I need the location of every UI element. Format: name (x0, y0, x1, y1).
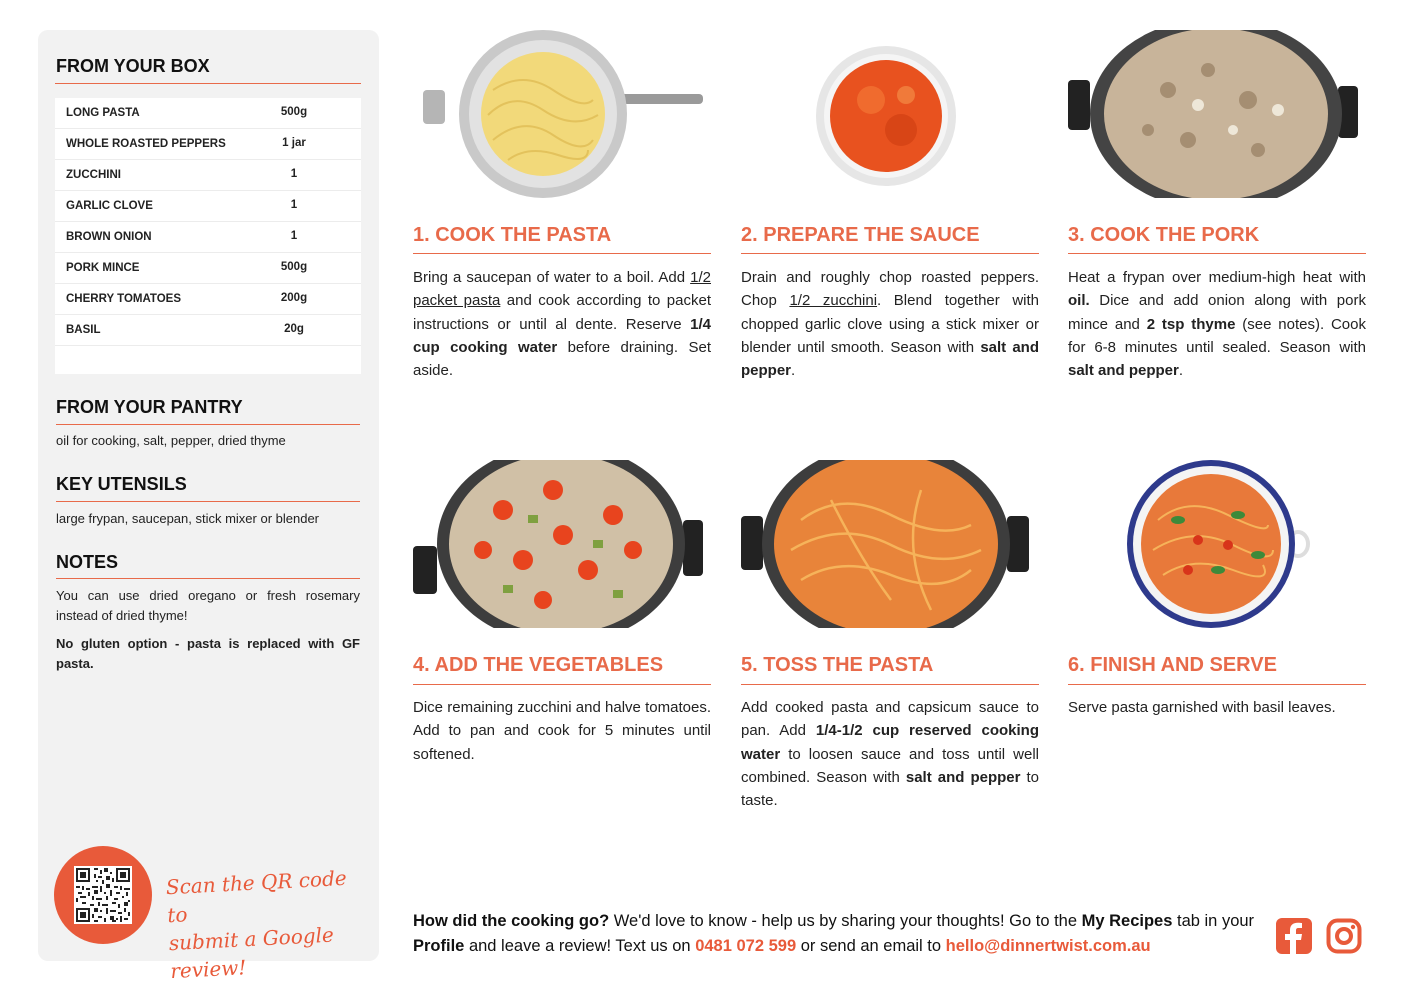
step-3-title: 3. COOK THE PORK (1068, 224, 1260, 246)
step-6-title: 6. FINISH AND SERVE (1068, 654, 1277, 676)
ingredient-qty: 1 (290, 199, 298, 211)
ingredient-qty: 1 jar (282, 137, 306, 149)
step-2-title: 2. PREPARE THE SAUCE (741, 224, 980, 246)
footer-text: tab in your (1172, 912, 1255, 930)
ingredient-qty: 500g (280, 106, 308, 118)
step-text: (see notes). Cook for 6-8 minutes until sealed. Season with (1068, 315, 1366, 356)
step-text: Dice and add onion along with pork mince and (1068, 292, 1366, 333)
pork-pan-image (1068, 30, 1366, 198)
ingredient-name: ZUCCHINI (66, 169, 121, 181)
divider (56, 578, 360, 579)
step-6-body (1068, 696, 1366, 719)
notes-title: NOTES (56, 552, 119, 572)
step-highlight: salt and pepper (1068, 362, 1179, 380)
divider (1068, 253, 1366, 254)
step-1-title: 1. COOK THE PASTA (413, 224, 612, 246)
ingredient-table (55, 98, 361, 374)
divider (56, 501, 360, 502)
qr-code-badge[interactable] (54, 846, 152, 944)
footer-text: and leave a review! Text us on (464, 937, 696, 955)
ingredient-name: BASIL (66, 324, 101, 336)
notes-text: You can use dried oregano or fresh rosemary instead of dried thyme! (56, 588, 360, 623)
toss-pasta-image (741, 460, 1039, 628)
step-text: Serve pasta garnished with basil leaves. (1068, 699, 1336, 716)
box-title: FROM YOUR BOX (56, 56, 210, 76)
ingredient-qty: 1 (290, 230, 298, 242)
qr-caption-line-1: Scan the QR code to (165, 865, 348, 928)
ingredient-qty: 20g (284, 323, 304, 335)
step-text: . (1178, 362, 1184, 380)
pasta-pot-image (413, 30, 711, 198)
my-recipes-link[interactable]: My Recipes (1081, 912, 1173, 930)
ingredient-row (55, 253, 361, 284)
divider (56, 424, 360, 425)
step-4-title: 4. ADD THE VEGETABLES (413, 654, 664, 676)
step-text: to taste. (741, 768, 1039, 810)
utensils-text: large frypan, saucepan, stick mixer or blender (56, 511, 320, 526)
step-5-title: 5. TOSS THE PASTA (741, 654, 934, 676)
step-text: Dice remaining zucchini and halve tomatoes. Add to pan and cook for 5 minutes until softened. (413, 699, 711, 763)
sidebar (38, 30, 379, 984)
finished-dish-image (1068, 460, 1366, 628)
step-1-body (413, 266, 711, 382)
step-5-body (741, 696, 1039, 812)
footer-text: We'd love to know - help us by sharing your thoughts! Go to the (609, 912, 1082, 930)
step-text: Drain and roughly chop roasted peppers. Chop (741, 269, 1039, 310)
step-3-body (1068, 266, 1366, 382)
vegetables-pan-image (413, 460, 711, 628)
step-text: . Blend together with chopped garlic clove using a stick mixer or blender until smooth. Season with (741, 292, 1039, 356)
phone-link[interactable]: 0481 072 599 (695, 937, 797, 955)
pantry-text: oil for cooking, salt, pepper, dried thyme (56, 433, 286, 448)
ingredient-name: PORK MINCE (66, 262, 140, 274)
notes-gluten: No gluten option - pasta is replaced with GF pasta. (56, 636, 360, 671)
step-highlight: 1/4 cup cooking water (413, 315, 711, 356)
qr-code (74, 866, 132, 924)
instagram-icon[interactable] (1326, 918, 1362, 954)
divider (55, 83, 361, 84)
ingredient-name: LONG PASTA (66, 107, 140, 119)
ingredient-name: BROWN ONION (66, 231, 152, 243)
ingredient-row (55, 284, 361, 315)
step-highlight: oil. (1068, 292, 1090, 310)
ingredient-qty: 200g (280, 292, 308, 304)
profile-link[interactable]: Profile (413, 937, 465, 955)
ingredient-row (55, 129, 361, 160)
step-4-body (413, 696, 711, 766)
step-text: before draining. Set aside. (413, 338, 711, 380)
step-highlight: 1/4-1/2 cup reserved cooking water (741, 722, 1039, 763)
ingredient-qty: 500g (280, 261, 308, 273)
step-text: to loosen sauce and toss until well combined. Season with (741, 745, 1039, 786)
ingredient-name: GARLIC CLOVE (66, 200, 153, 212)
sauce-bowl-image (741, 30, 1039, 198)
footer-text: or send an email to (796, 937, 946, 955)
qr-caption-line-2: submit a Google review! (168, 922, 335, 984)
step-2-body (741, 266, 1039, 382)
pantry-title: FROM YOUR PANTRY (56, 397, 243, 417)
ingredient-name: CHERRY TOMATOES (66, 293, 182, 305)
utensils-title: KEY UTENSILS (56, 474, 187, 494)
step-text: . (791, 362, 796, 380)
footer-question: How did the cooking go? (413, 912, 610, 930)
step-ingredient: 1/2 zucchini (789, 292, 878, 310)
step-text: Bring a saucepan of water to a boil. Add (413, 269, 691, 286)
ingredient-row (55, 222, 361, 253)
step-text: Add cooked pasta and capsicum sauce to pan. Add (741, 699, 1039, 740)
ingredient-qty: 1 (290, 168, 298, 180)
divider (413, 684, 711, 685)
step-highlight: salt and pepper (741, 338, 1039, 380)
step-text: Heat a frypan over medium-high heat with (1068, 269, 1366, 286)
qr-caption (165, 863, 371, 985)
step-ingredient: 1/2 packet pasta (413, 269, 711, 310)
divider (741, 684, 1039, 685)
divider (741, 253, 1039, 254)
step-highlight: salt and pepper (905, 768, 1021, 786)
ingredient-row (55, 160, 361, 191)
divider (1068, 684, 1366, 685)
divider (413, 253, 711, 254)
ingredient-name: WHOLE ROASTED PEPPERS (66, 138, 226, 150)
facebook-icon[interactable] (1276, 918, 1312, 954)
step-text: and cook according to packet instructions or until al dente. Reserve (413, 292, 712, 333)
email-link[interactable]: hello@dinnertwist.com.au (945, 937, 1151, 955)
step-highlight: 2 tsp thyme (1146, 315, 1236, 333)
feedback-footer (413, 909, 1263, 959)
ingredient-row (55, 191, 361, 222)
ingredient-row (55, 315, 361, 346)
ingredient-row (55, 98, 361, 129)
